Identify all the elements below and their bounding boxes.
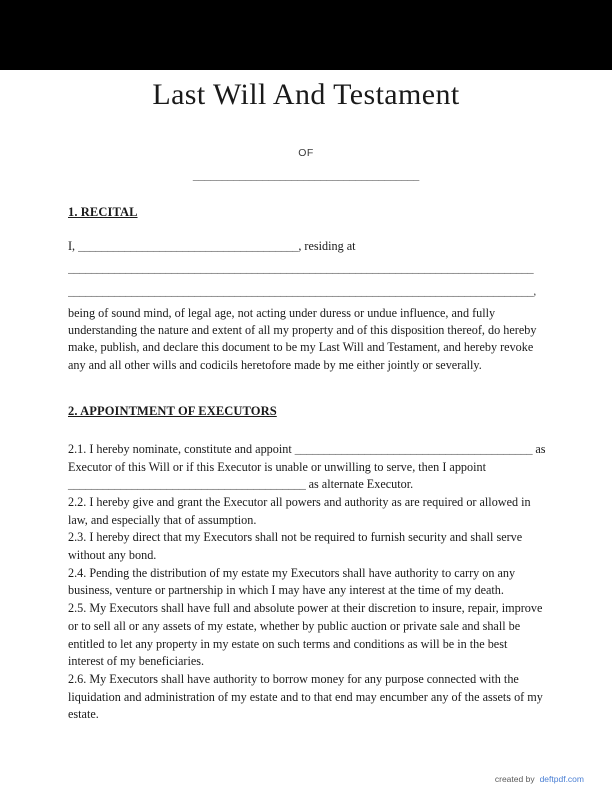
- clause-2-5: 2.5. My Executors shall have full and absolute power at their discretion to insure, repair, improve or to sell all or any assets of my estate, whether by public auction or private sale and shall be entitled to let any property in my estate on such terms and conditions as will be in the best interest of my beneficiaries.: [68, 601, 543, 669]
- recital-intro-prefix: I,: [68, 238, 79, 253]
- document-content: [0, 70, 612, 724]
- clause-2-4: 2.4. Pending the distribution of my estate my Executors shall have authority to carry on any business, venture or partnership in which I may have any interest at the time of my death.: [68, 565, 516, 598]
- section-heading-recital: 1. RECITAL: [68, 204, 138, 219]
- clause-2-1-prefix: 2.1. I hereby nominate, constitute and appoint: [68, 441, 295, 456]
- section-heading-executors: 2. APPOINTMENT OF EXECUTORS: [68, 403, 277, 418]
- alternate-executor-blank[interactable]: _________________________________________: [68, 477, 306, 492]
- recital-intro-line: [68, 238, 546, 254]
- clause-2-1-line-3-suffix: as alternate Executor.: [305, 477, 414, 492]
- clause-2-2: 2.2. I hereby give and grant the Executor all powers and authority as are required or allowed in law, and especially that of assumption.: [68, 495, 531, 527]
- page-title: Last Will And Testament: [152, 78, 460, 111]
- clause-2-3: 2.3. I hereby direct that my Executors shall not be required to furnish security and shall serve without any bond.: [68, 530, 523, 563]
- address-blank-line-1[interactable]: _________________________________________________________________________________: [68, 260, 534, 275]
- document-body: [68, 205, 546, 724]
- clause-2-1: [68, 441, 546, 494]
- footer-brand-link[interactable]: deftpdf.com: [539, 774, 584, 784]
- recital-name-blank[interactable]: ______________________________________: [78, 238, 299, 253]
- recital-intro-suffix: , residing at: [298, 238, 356, 253]
- footer-created-by-label: created by: [494, 774, 535, 784]
- clause-2-1-line-2: Executor of this Will or if this Executor is unable or unwilling to serve, then I appoint: [68, 459, 486, 474]
- top-black-band: [0, 0, 612, 70]
- clause-2-1-suffix: as: [532, 441, 546, 456]
- testator-name-blank[interactable]: _______________________________________: [192, 167, 420, 182]
- recital-paragraph: being of sound mind, of legal age, not acting under duress or undue influence, and fully understanding the nature and extent of all my property and of this disposition thereof, do hereby make, publish, and declare this document to be my Last Will and Testament, and hereby revoke any and all other wills and codicils heretofore made by me either jointly or severally.: [68, 305, 537, 372]
- clause-2-6: 2.6. My Executors shall have authority to borrow money for any purpose connected with the liquidation and administration of my estate and to that end may encumber any of the assets of my estate.: [68, 671, 543, 722]
- executor-name-blank[interactable]: _________________________________________: [294, 441, 533, 456]
- of-label: OF: [298, 146, 314, 159]
- footer-watermark: [0, 774, 612, 784]
- address-blank-line-2[interactable]: _________________________________________________________________________________,: [68, 284, 536, 299]
